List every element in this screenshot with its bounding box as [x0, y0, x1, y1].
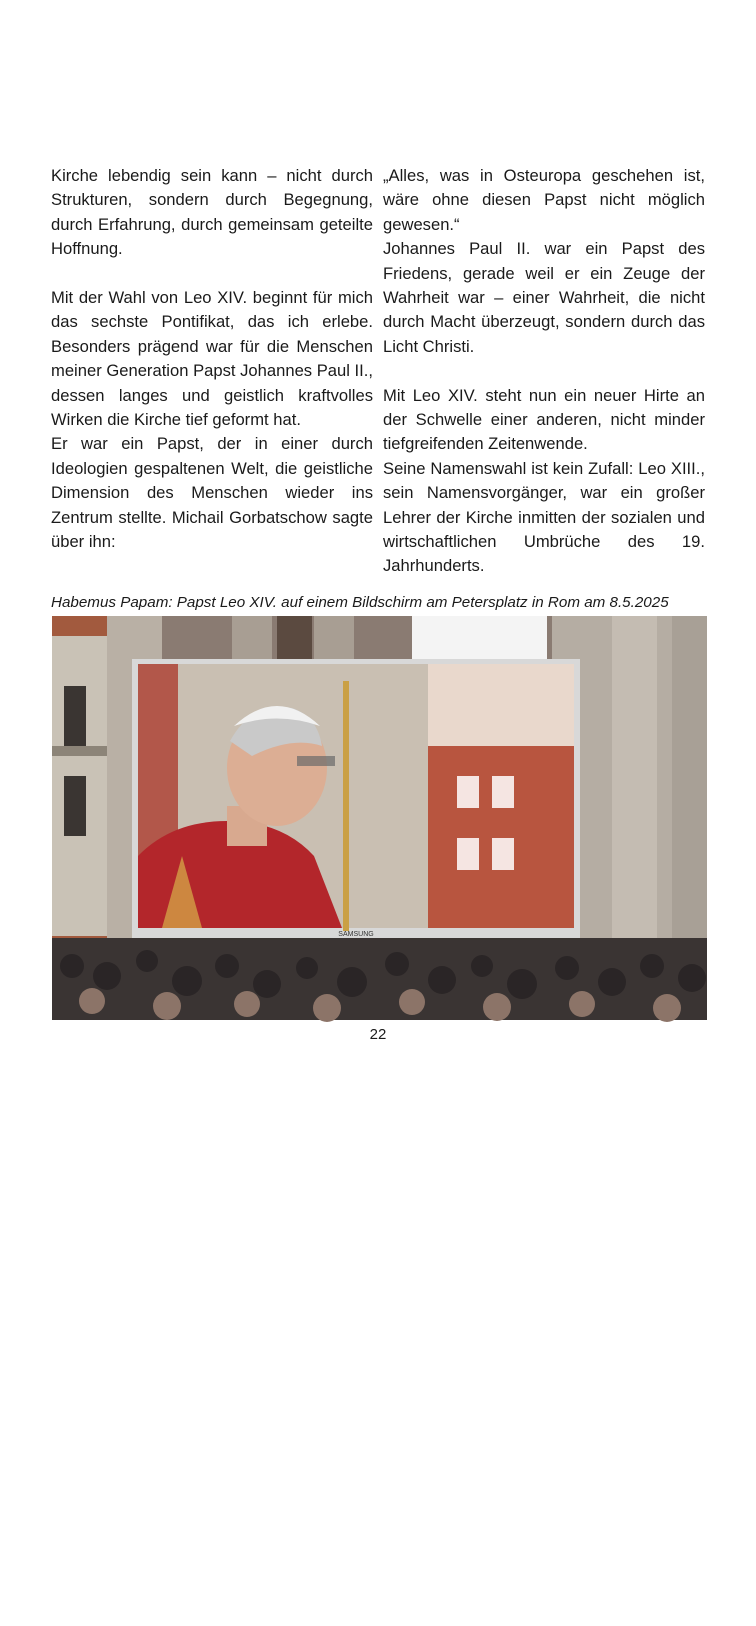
photo-caption: Habemus Papam: Papst Leo XIV. auf einem Bildschirm am Petersplatz in Rom am 8.5.2025: [51, 594, 669, 611]
paragraph: Er war ein Papst, der in einer durch Ideologien gespaltenen Welt, die geistliche Dimension des Menschen wieder ins Zentrum stellte. Michail Gorbatschow sagte über ihn:: [51, 434, 373, 552]
paragraph: „Alles, was in Osteuropa geschehen ist, wäre ohne diesen Papst nicht möglich gewesen.“: [383, 166, 705, 234]
page-number: 22: [369, 1026, 387, 1043]
left-text-column: [51, 164, 373, 554]
photo-credit: Bild: Markus Hauck, POW / Bistum Würzburg / CC-BY-ND In: Pfarrbriefservice.de: [692, 1356, 716, 1626]
screen-brand-label: SAMSUNG: [338, 931, 374, 938]
paragraph: Kirche lebendig sein kann – nicht durch Strukturen, sondern durch Begegnung, durch Erfahrung, durch gemeinsam geteilte Hoffnung.: [51, 166, 373, 259]
paragraph: Seine Namenswahl ist kein Zufall: Leo XIII., sein Namensvorgänger, war ein großer Lehrer der Kirche inmitten der sozialen und wirtschaftlichen Umbrüche des 19. Jahrhunderts.: [383, 458, 705, 576]
right-text-column: [383, 164, 705, 579]
paragraph: Mit Leo XIV. steht nun ein neuer Hirte an der Schwelle einer anderen, nicht minder tiefgreifenden Zeitenwende.: [383, 385, 705, 454]
paragraph: Mit der Wahl von Leo XIV. beginnt für mich das sechste Pontifikat, das ich erlebe. Besonders prägend war für die Menschen meiner Generation Papst Johannes Paul II., dessen langes und geistlich kraftvolles Wirken die Kirche tief geformt hat.: [51, 288, 373, 430]
photo-illustration: [52, 616, 707, 1020]
paragraph: Johannes Paul II. war ein Papst des Friedens, gerade weil er ein Zeuge der Wahrheit war – einer Wahrheit, die nicht durch Macht überzeugt, sondern durch das Licht Christi.: [383, 239, 705, 356]
